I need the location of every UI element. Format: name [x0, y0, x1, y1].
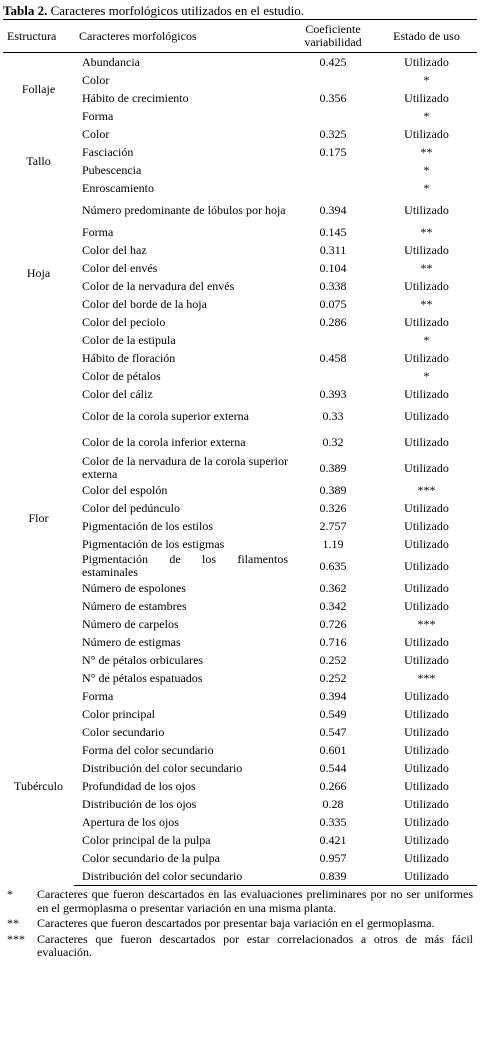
- header-coeficiente: Coeficiente variabilidad: [290, 20, 376, 53]
- footnote-mark: ***: [7, 931, 25, 946]
- table-row: [3, 687, 477, 705]
- character-cell: N° de pétalos orbiculares: [82, 652, 204, 667]
- structure-cell: Flor: [28, 510, 49, 525]
- character-cell: Color del borde de la hoja: [82, 296, 207, 311]
- coefficient-cell: 0.394: [319, 688, 347, 703]
- character-cell: Color principal de la pulpa: [82, 832, 211, 847]
- status-cell: Utilizado: [404, 742, 449, 757]
- coefficient-cell: 0.393: [319, 386, 347, 401]
- character-cell: Color de la estipula: [82, 332, 176, 347]
- character-cell: Número de carpelos: [82, 616, 179, 631]
- characters-table: [3, 19, 477, 886]
- table-row: [3, 53, 477, 72]
- status-cell: ***: [417, 670, 436, 685]
- status-cell: Utilizado: [404, 580, 449, 595]
- caption-text: Caracteres morfológicos utilizados en el estudio.: [47, 3, 305, 18]
- character-cell: Distribución del color secundario: [82, 760, 243, 775]
- table-row: [3, 161, 477, 179]
- table-row: [3, 633, 477, 651]
- character-cell: Distribución de los ojos: [82, 796, 197, 811]
- coefficient-cell: 0.342: [319, 598, 347, 613]
- character-cell: Apertura de los ojos: [82, 814, 179, 829]
- character-cell: Forma del color secundario: [82, 742, 214, 757]
- character-cell: Número predominante de lóbulos por hoja: [82, 202, 286, 217]
- coefficient-cell: 0.635: [319, 558, 347, 573]
- status-cell: Utilizado: [404, 724, 449, 739]
- status-cell: Utilizado: [404, 706, 449, 721]
- table-row: [3, 71, 477, 89]
- table-row: [3, 651, 477, 669]
- status-cell: Utilizado: [404, 634, 449, 649]
- status-cell: Utilizado: [404, 408, 449, 423]
- status-cell: Utilizado: [404, 126, 449, 141]
- character-cell: Profundidad de los ojos: [82, 778, 196, 793]
- status-cell: Utilizado: [376, 867, 477, 886]
- coefficient-cell: 0.266: [319, 778, 347, 793]
- footnote-text: Caracteres que fueron descartados por estar correlacionados a otros de más fácil evaluación.: [37, 931, 473, 959]
- character-cell: Color de la corola superior externa: [82, 408, 249, 423]
- table-caption: [3, 3, 477, 19]
- document-page: [3, 0, 477, 960]
- coefficient-cell: 0.32: [322, 434, 344, 449]
- character-cell: Número de espolones: [82, 580, 186, 595]
- header-estructura: Estructura: [3, 20, 74, 53]
- status-cell: Utilizado: [404, 814, 449, 829]
- table-row: [3, 849, 477, 867]
- structure-cell: Tubérculo: [14, 778, 63, 793]
- table-row: [3, 831, 477, 849]
- character-cell: N° de pétalos espatuados: [82, 670, 203, 685]
- status-cell: Utilizado: [404, 832, 449, 847]
- coefficient-cell: 0.326: [319, 500, 347, 515]
- structure-cell: Tallo: [26, 153, 51, 168]
- table-row: [3, 553, 477, 579]
- character-cell: Hábito de crecimiento: [82, 90, 189, 105]
- coefficient-cell: [290, 107, 376, 125]
- table-row: [3, 295, 477, 313]
- table-row: [3, 669, 477, 687]
- coefficient-cell: 0.421: [319, 832, 347, 847]
- table-row: [3, 455, 477, 481]
- table-row: [3, 107, 477, 125]
- table-row: [3, 197, 477, 223]
- status-cell: ***: [417, 482, 436, 497]
- status-cell: Utilizado: [404, 558, 449, 573]
- character-cell: Pubescencia: [82, 162, 142, 177]
- header-estado: Estado de uso: [376, 20, 477, 53]
- character-cell: Color del pedúnculo: [82, 500, 180, 515]
- character-cell: Color de la nervadura del envés: [82, 278, 235, 293]
- coefficient-cell: 0.356: [319, 90, 347, 105]
- footnote-mark: *: [7, 887, 13, 901]
- coefficient-cell: 0.716: [319, 634, 347, 649]
- character-cell: Color de la nervadura de la corola superior externa: [82, 454, 288, 481]
- character-cell: Color: [82, 72, 110, 87]
- table-row: [3, 777, 477, 795]
- coefficient-cell: 0.252: [319, 652, 347, 667]
- status-cell: *: [423, 332, 430, 347]
- table-row: [3, 143, 477, 161]
- coefficient-cell: 0.33: [322, 408, 344, 423]
- character-cell: Color de pétalos: [82, 368, 161, 383]
- structure-cell: Follaje: [21, 81, 56, 96]
- character-cell: Color principal: [82, 706, 155, 721]
- footnote-text: Caracteres que fueron descartados por presentar baja variación en el germoplasma.: [37, 916, 435, 930]
- character-cell: Hábito de floración: [82, 350, 176, 365]
- footnote: [3, 917, 477, 931]
- character-cell: Color de la corola inferior externa: [82, 434, 246, 449]
- table-row: [3, 277, 477, 295]
- status-cell: Utilizado: [404, 688, 449, 703]
- status-cell: Utilizado: [404, 386, 449, 401]
- coefficient-cell: 0.389: [319, 482, 347, 497]
- coefficient-cell: 0.601: [319, 742, 347, 757]
- character-cell: Forma: [82, 108, 114, 123]
- table-row: [3, 481, 477, 499]
- status-cell: Utilizado: [404, 652, 449, 667]
- table-row: [3, 499, 477, 517]
- table-row: [3, 741, 477, 759]
- status-cell: Utilizado: [404, 202, 449, 217]
- character-cell: Color secundario: [82, 724, 165, 739]
- character-cell: Color: [82, 126, 110, 141]
- character-cell: Pigmentación de los filamentos estaminales: [82, 552, 288, 579]
- header-caracteres: Caracteres morfológicos: [74, 20, 290, 53]
- character-cell: Fasciación: [82, 144, 134, 159]
- footnote: [3, 933, 477, 960]
- status-cell: Utilizado: [404, 460, 449, 475]
- table-row: [3, 579, 477, 597]
- status-cell: Utilizado: [404, 500, 449, 515]
- character-cell: Enroscamiento: [82, 180, 154, 195]
- status-cell: *: [423, 108, 430, 123]
- table-row: [3, 385, 477, 403]
- character-cell: Color del peciolo: [82, 314, 166, 329]
- coefficient-cell: 0.175: [319, 144, 347, 159]
- coefficient-cell: 0.104: [319, 260, 347, 275]
- table-row: [3, 517, 477, 535]
- coefficient-cell: 1.19: [322, 536, 344, 551]
- status-cell: *: [423, 72, 430, 87]
- status-cell: Utilizado: [404, 54, 449, 69]
- character-cell: Forma: [82, 224, 114, 239]
- character-cell: Forma: [82, 688, 114, 703]
- table-row: [3, 615, 477, 633]
- coefficient-cell: 0.544: [319, 760, 347, 775]
- structure-cell: Hoja: [26, 265, 51, 280]
- table-row: [3, 89, 477, 107]
- caption-label: Tabla 2.: [3, 3, 48, 18]
- status-cell: Utilizado: [404, 796, 449, 811]
- status-cell: Utilizado: [404, 90, 449, 105]
- coefficient-cell: [290, 161, 376, 179]
- character-cell: Número de estigmas: [82, 634, 181, 649]
- table-row: [3, 795, 477, 813]
- table-header-row: [3, 20, 477, 53]
- status-cell: Utilizado: [404, 314, 449, 329]
- coefficient-cell: 0.335: [319, 814, 347, 829]
- status-cell: Utilizado: [404, 598, 449, 613]
- table-row: [3, 331, 477, 349]
- status-cell: ***: [417, 616, 436, 631]
- character-cell: Pigmentación de los estigmas: [82, 536, 225, 551]
- coefficient-cell: 0.549: [319, 706, 347, 721]
- table-row: [3, 705, 477, 723]
- status-cell: *: [423, 368, 430, 383]
- footnotes: [3, 888, 477, 960]
- character-cell: Color del cáliz: [82, 386, 153, 401]
- status-cell: **: [420, 260, 433, 275]
- coefficient-cell: 0.311: [319, 242, 347, 257]
- coefficient-cell: 0.547: [319, 724, 347, 739]
- table-row: [3, 429, 477, 455]
- status-cell: Utilizado: [404, 242, 449, 257]
- coefficient-cell: 0.075: [319, 296, 347, 311]
- status-cell: **: [420, 144, 433, 159]
- table-row: [3, 759, 477, 777]
- footnote: [3, 888, 477, 915]
- table-body: [3, 53, 477, 886]
- character-cell: Color del envés: [82, 260, 158, 275]
- coefficient-cell: 0.338: [319, 278, 347, 293]
- coefficient-cell: [290, 71, 376, 89]
- status-cell: Utilizado: [404, 778, 449, 793]
- coefficient-cell: 0.325: [319, 126, 347, 141]
- coefficient-cell: 0.389: [319, 460, 347, 475]
- character-cell: Abundancia: [82, 54, 140, 69]
- status-cell: Utilizado: [404, 850, 449, 865]
- table-row: [3, 367, 477, 385]
- status-cell: Utilizado: [404, 434, 449, 449]
- character-cell: Color secundario de la pulpa: [82, 850, 220, 865]
- coefficient-cell: 0.252: [319, 670, 347, 685]
- status-cell: *: [423, 162, 430, 177]
- coefficient-cell: 0.425: [319, 54, 347, 69]
- table-row: [3, 313, 477, 331]
- status-cell: Utilizado: [404, 278, 449, 293]
- table-row: [3, 125, 477, 143]
- coefficient-cell: 0.394: [319, 202, 347, 217]
- coefficient-cell: 0.28: [322, 796, 344, 811]
- table-row: [3, 597, 477, 615]
- table-row: [3, 223, 477, 241]
- coefficient-cell: 0.458: [319, 350, 347, 365]
- status-cell: Utilizado: [404, 350, 449, 365]
- character-cell: Pigmentación de los estilos: [82, 518, 213, 533]
- footnote-text: Caracteres que fueron descartados en las evaluaciones preliminares por no ser uniformes en el germoplasma o presentar variación en una misma planta.: [37, 887, 473, 915]
- coefficient-cell: 0.839: [290, 867, 376, 886]
- coefficient-cell: [290, 331, 376, 349]
- coefficient-cell: 0.145: [319, 224, 347, 239]
- table-row: [3, 241, 477, 259]
- character-cell: Número de estambres: [82, 598, 187, 613]
- table-row: [3, 403, 477, 429]
- coefficient-cell: 0.957: [319, 850, 347, 865]
- table-row: [3, 349, 477, 367]
- character-cell: Distribución del color secundario: [74, 867, 290, 886]
- status-cell: *: [423, 180, 430, 195]
- character-cell: Color del espolón: [82, 482, 168, 497]
- table-row: [3, 867, 477, 886]
- coefficient-cell: 0.362: [319, 580, 347, 595]
- coefficient-cell: 0.286: [319, 314, 347, 329]
- coefficient-cell: [290, 179, 376, 197]
- character-cell: Color del haz: [82, 242, 147, 257]
- status-cell: **: [420, 224, 433, 239]
- table-row: [3, 535, 477, 553]
- coefficient-cell: 2.757: [319, 518, 347, 533]
- table-row: [3, 723, 477, 741]
- status-cell: Utilizado: [404, 536, 449, 551]
- footnote-mark: **: [7, 916, 19, 930]
- table-row: [3, 813, 477, 831]
- table-row: [3, 179, 477, 197]
- table-row: [3, 259, 477, 277]
- status-cell: **: [420, 296, 433, 311]
- status-cell: Utilizado: [404, 760, 449, 775]
- status-cell: Utilizado: [404, 518, 449, 533]
- coefficient-cell: [290, 367, 376, 385]
- coefficient-cell: 0.726: [319, 616, 347, 631]
